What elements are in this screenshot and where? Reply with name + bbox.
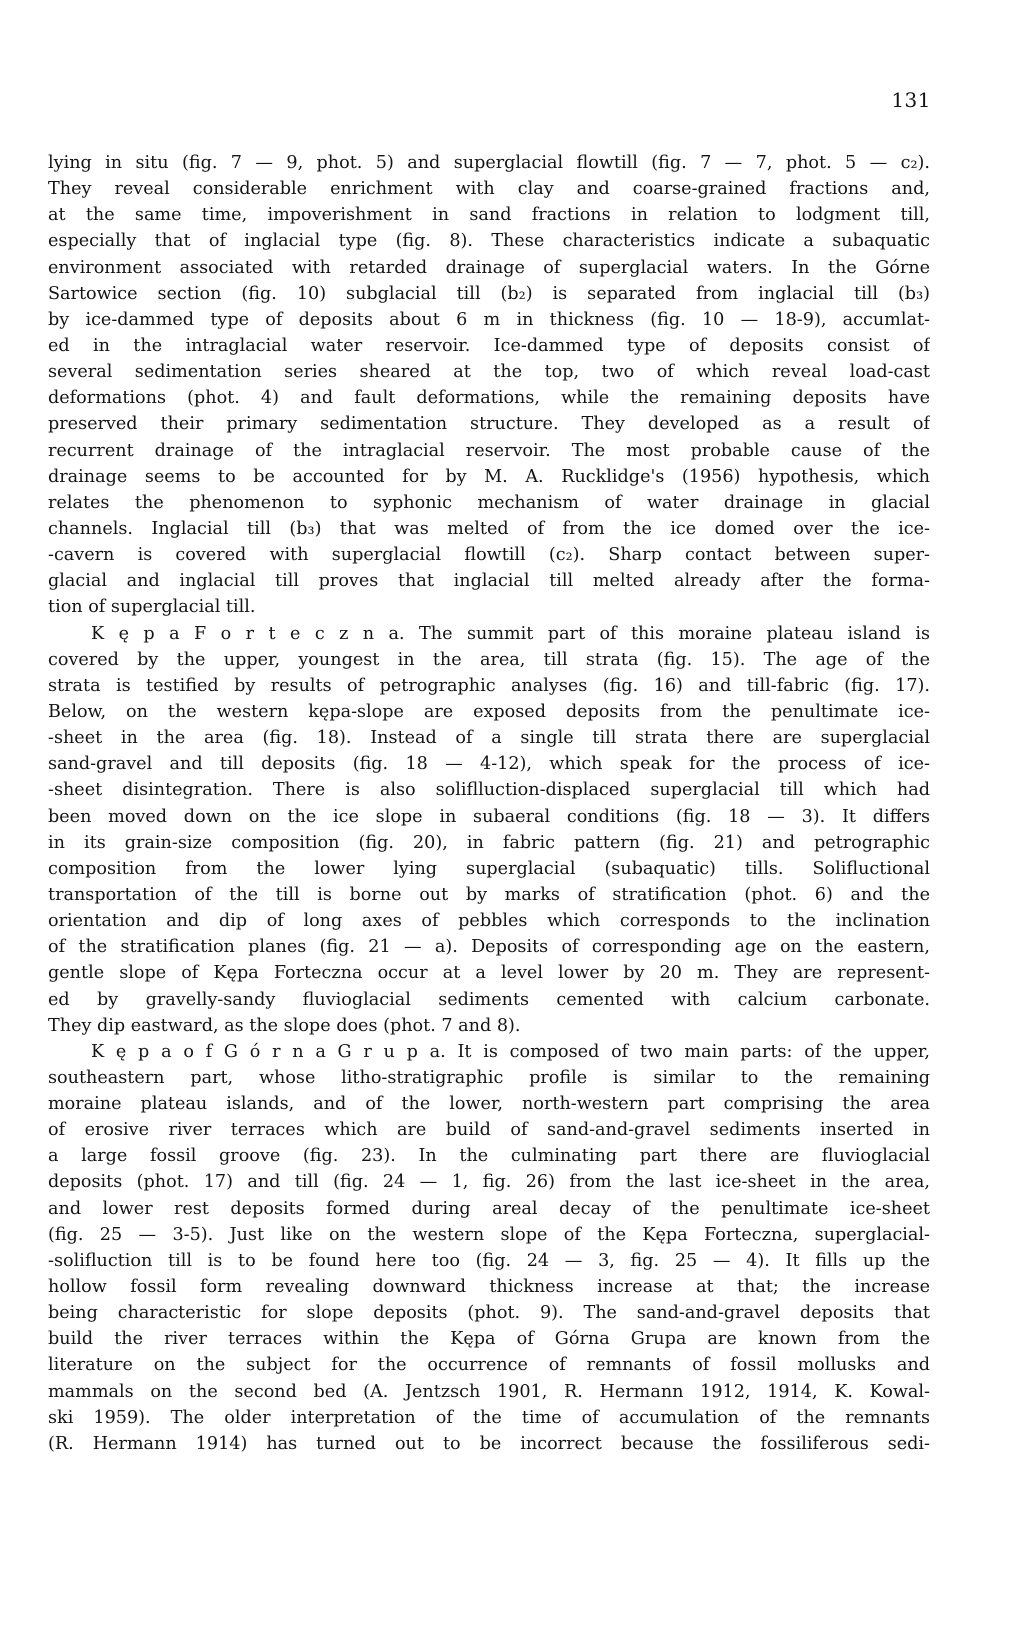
text-line: orientation and dip of long axes of pebbles which corresponds to the inclination bbox=[48, 911, 930, 932]
text-line: by ice-dammed type of deposits about 6 m in thickness (fig. 10 — 18-9), accumlat- bbox=[48, 309, 930, 330]
text-line: gentle slope of Kępa Forteczna occur at a level lower by 20 m. They are represent- bbox=[48, 963, 930, 984]
text-line: sand-gravel and till deposits (fig. 18 — 4-12), which speak for the process of ice- bbox=[48, 754, 930, 775]
text-line: and lower rest deposits formed during areal decay of the penultimate ice-sheet bbox=[48, 1198, 930, 1219]
text-line: moraine plateau islands, and of the lower, north-western part comprising the area bbox=[48, 1094, 930, 1115]
text-line: build the river terraces within the Kępa of Górna Grupa are known from the bbox=[48, 1329, 930, 1350]
text-line: drainage seems to be accounted for by M. A. Rucklidge's (1956) hypothesis, which bbox=[48, 466, 930, 487]
text-line: mammals on the second bed (A. Jentzsch 1901, R. Hermann 1912, 1914, K. Kowal- bbox=[48, 1381, 930, 1402]
text-line: ski 1959). The older interpretation of the time of accumulation of the remnants bbox=[48, 1407, 930, 1428]
page-number: 131 bbox=[891, 88, 931, 112]
text-line: in its grain-size composition (fig. 20), in fabric pattern (fig. 21) and petrographic bbox=[48, 832, 930, 853]
text-line: (R. Hermann 1914) has turned out to be incorrect because the fossiliferous sedi- bbox=[48, 1433, 930, 1454]
text-line: deposits (phot. 17) and till (fig. 24 — 1, fig. 26) from the last ice-sheet in the area, bbox=[48, 1172, 930, 1193]
text-line: preserved their primary sedimentation structure. They developed as a result of bbox=[48, 414, 930, 435]
text-line: recurrent drainage of the intraglacial reservoir. The most probable cause of the bbox=[48, 440, 930, 461]
text-line: several sedimentation series sheared at the top, two of which reveal load-cast bbox=[48, 362, 930, 383]
text-line: channels. Inglacial till (b₃) that was melted of from the ice domed over the ice- bbox=[48, 518, 930, 539]
text-line: ed by gravelly-sandy fluvioglacial sediments cemented with calcium carbonate. bbox=[48, 989, 930, 1010]
text-line: being characteristic for slope deposits (phot. 9). The sand-and-gravel deposits that bbox=[48, 1303, 930, 1324]
text-line: hollow fossil form revealing downward thickness increase at that; the increase bbox=[48, 1277, 930, 1298]
text-line: relates the phenomenon to syphonic mechanism of water drainage in glacial bbox=[48, 492, 930, 513]
text-line: at the same time, impoverishment in sand fractions in relation to lodgment till, bbox=[48, 205, 930, 226]
text-line: -cavern is covered with superglacial flowtill (c₂). Sharp contact between super- bbox=[48, 545, 930, 566]
text-line: of the stratification planes (fig. 21 — a). Deposits of corresponding age on the eastern, bbox=[48, 937, 930, 958]
text-line: transportation of the till is borne out by marks of stratification (phot. 6) and the bbox=[48, 884, 930, 905]
text-line: especially that of inglacial type (fig. 8). These characteristics indicate a subaquatic bbox=[48, 231, 930, 252]
section-heading-line: K ę p a o f G ó r n a G r u p a. It is composed of two main parts: of the upper, bbox=[91, 1041, 930, 1062]
text-line: covered by the upper, youngest in the area, till strata (fig. 15). The age of the bbox=[48, 649, 930, 670]
text-line: composition from the lower lying superglacial (subaquatic) tills. Solifluctional bbox=[48, 858, 930, 879]
text-line: They dip eastward, as the slope does (phot. 7 and 8). bbox=[48, 1015, 521, 1036]
text-line: a large fossil groove (fig. 23). In the culminating part there are fluvioglacial bbox=[48, 1146, 930, 1167]
text-line: been moved down on the ice slope in subaeral conditions (fig. 18 — 3). It differs bbox=[48, 806, 930, 827]
text-line: environment associated with retarded drainage of superglacial waters. In the Górne bbox=[48, 257, 930, 278]
text-line: Sartowice section (fig. 10) subglacial till (b₂) is separated from inglacial till (b₃) bbox=[48, 283, 930, 304]
text-line: -sheet disintegration. There is also soliflluction-displaced superglacial till which had bbox=[48, 780, 930, 801]
text-line: of erosive river terraces which are build of sand-and-gravel sediments inserted in bbox=[48, 1120, 930, 1141]
text-line: glacial and inglacial till proves that inglacial till melted already after the forma- bbox=[48, 571, 930, 592]
text-line: (fig. 25 — 3-5). Just like on the western slope of the Kępa Forteczna, superglacial- bbox=[48, 1224, 930, 1245]
text-line: lying in situ (fig. 7 — 9, phot. 5) and superglacial flowtill (fig. 7 — 7, phot. 5 — c₂). bbox=[48, 153, 930, 173]
text-line: -solifluction till is to be found here too (fig. 24 — 3, fig. 25 — 4). It fills up the bbox=[48, 1250, 930, 1271]
text-line: ed in the intraglacial water reservoir. Ice-dammed type of deposits consist of bbox=[48, 335, 930, 356]
text-line: They reveal considerable enrichment with clay and coarse-grained fractions and, bbox=[48, 179, 930, 200]
section-heading-line: K ę p a F o r t e c z n a. The summit part of this moraine plateau island is bbox=[91, 623, 930, 644]
text-line: literature on the subject for the occurrence of remnants of fossil mollusks and bbox=[48, 1355, 930, 1376]
text-line: tion of superglacial till. bbox=[48, 597, 256, 618]
text-line: -sheet in the area (fig. 18). Instead of a single till strata there are superglacial bbox=[48, 728, 930, 749]
text-line: deformations (phot. 4) and fault deformations, while the remaining deposits have bbox=[48, 388, 930, 409]
text-line: southeastern part, whose litho-stratigraphic profile is similar to the remaining bbox=[48, 1067, 930, 1088]
text-line: Below, on the western kępa-slope are exposed deposits from the penultimate ice- bbox=[48, 701, 930, 722]
text-line: strata is testified by results of petrographic analyses (fig. 16) and till-fabric (fig. 17). bbox=[48, 675, 930, 696]
body-text bbox=[48, 150, 930, 1457]
